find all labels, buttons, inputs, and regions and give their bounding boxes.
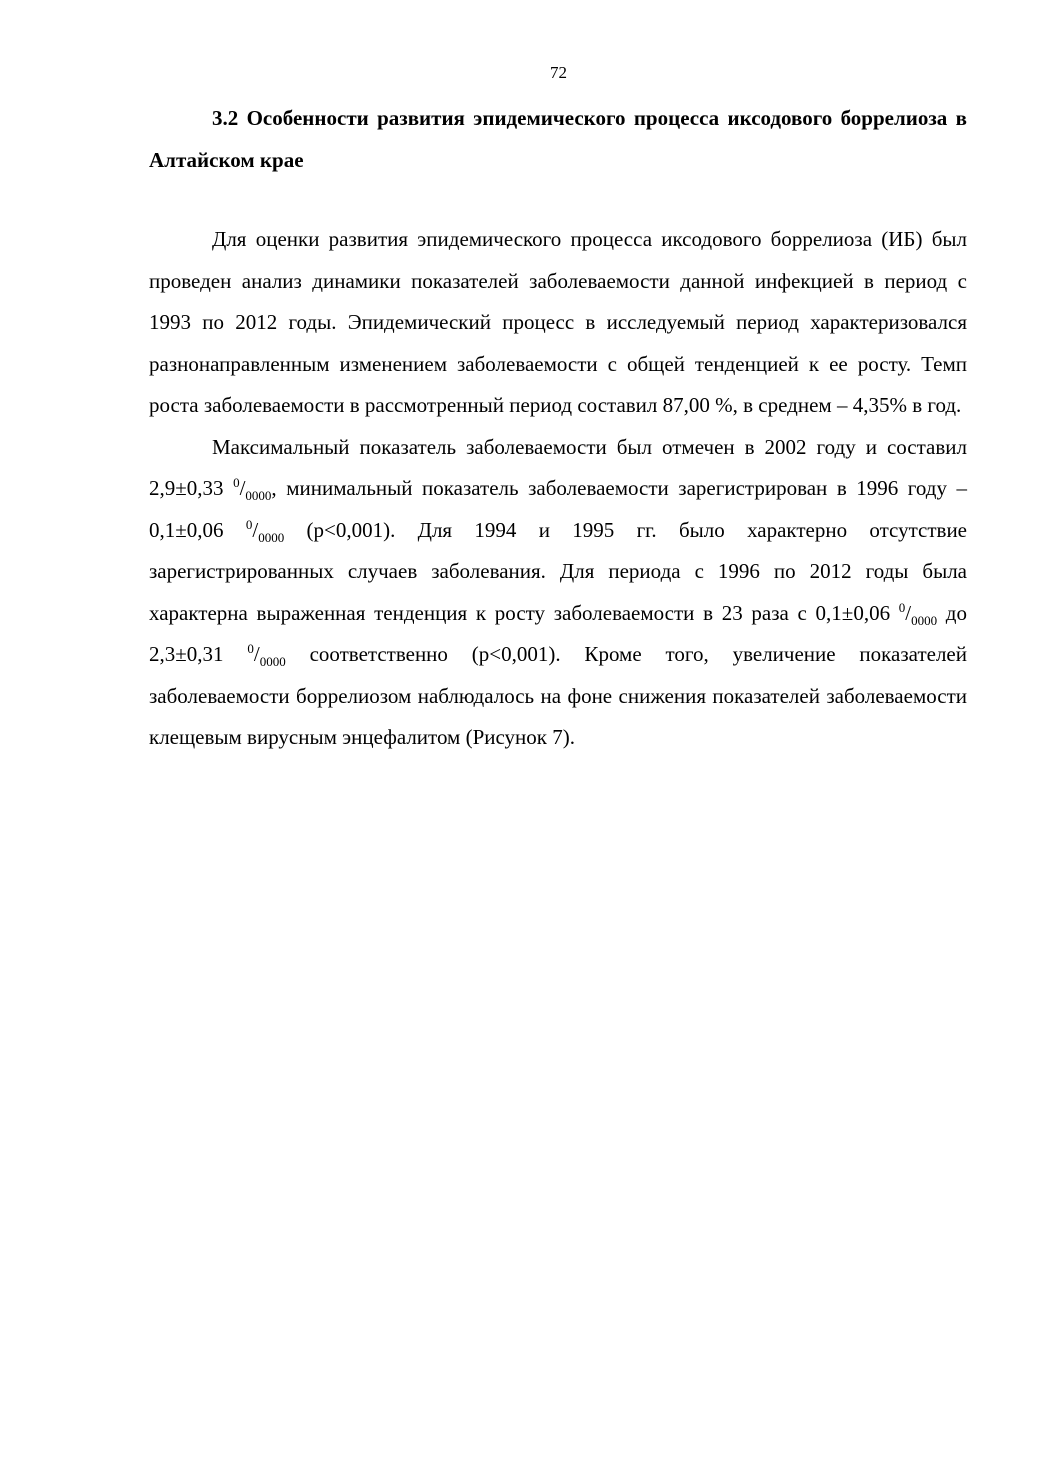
section-title: 3.2 Особенности развития эпидемического процесса иксодового боррелиоза в Алтайском крае xyxy=(149,106,967,172)
fraction-slash: / xyxy=(252,517,259,542)
subscript: 0000 xyxy=(258,529,285,545)
fraction-slash: / xyxy=(905,600,912,625)
subscript: 0000 xyxy=(259,654,286,670)
subscript: 0000 xyxy=(245,488,272,504)
text-segment: до 2,3±0,31 xyxy=(149,600,967,666)
text-segment: (р<0,001). Для 1994 и 1995 гг. было характерно отсутствие зарегистрированных случаев заболевания. Для периода с 1996 по 2012 годы была характерна выраженная тенденция к росту заболеваемости в 23 раза с 0,1±0,06 xyxy=(149,517,968,625)
text-segment: , минимальный показатель заболеваемости зарегистрирован в 1996 году – 0,1±0,06 xyxy=(149,476,967,542)
page-number: 72 xyxy=(550,63,567,82)
superscript: 0 xyxy=(245,516,253,532)
superscript: 0 xyxy=(898,599,906,615)
subscript: 0000 xyxy=(911,612,938,628)
text-segment: Максимальный показатель заболеваемости был отмечен в 2002 году и составил 2,9±0,33 xyxy=(149,434,967,500)
superscript: 0 xyxy=(247,641,254,656)
superscript: 0 xyxy=(233,475,240,490)
page-content xyxy=(149,98,967,759)
fraction-slash: / xyxy=(253,642,260,666)
paragraph-incidence-values xyxy=(149,427,967,759)
text-segment: соответственно (р<0,001). Кроме того, увеличение показателей заболеваемости боррелиозом наблюдалось на фоне снижения показателей заболеваемости клещевым вирусным энцефалитом (Рисунок 7). xyxy=(149,642,967,749)
fraction-slash: / xyxy=(239,476,246,500)
paragraph-dynamics: Для оценки развития эпидемического процесса иксодового боррелиоза (ИБ) был проведен анализ динамики показателей заболеваемости данной инфекцией в период с 1993 по 2012 годы. Эпидемический процесс в исследуемый период характеризовался разнонаправленным изменением заболеваемости с общей тенденцией к ее росту. Темп роста заболеваемости в рассмотренный период составил 87,00 %, в среднем – 4,35% в год. xyxy=(149,227,967,417)
